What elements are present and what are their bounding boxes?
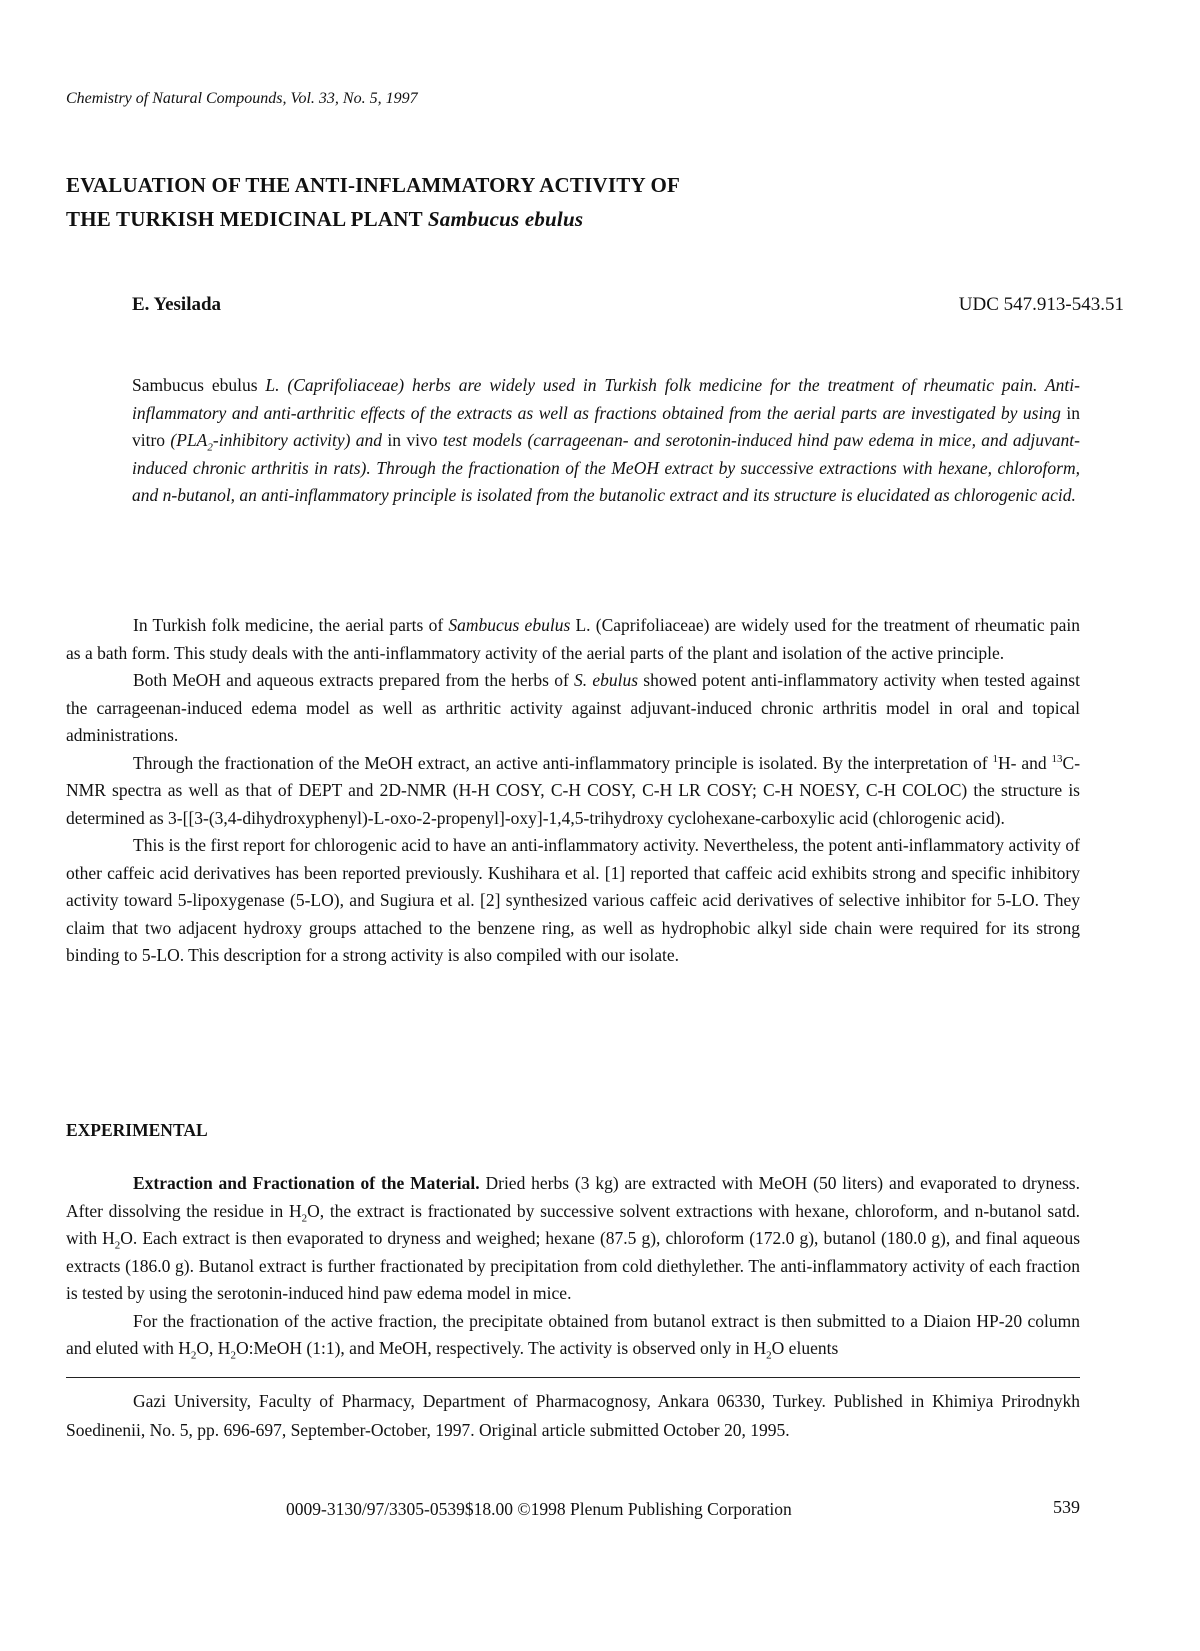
title-line-1: EVALUATION OF THE ANTI-INFLAMMATORY ACTIVITY OF [66, 173, 681, 197]
abstract-species: Sambucus ebulus [132, 375, 258, 395]
intro-p2-text-a: Both MeOH and aqueous extracts prepared from the herbs of [133, 670, 575, 690]
exp-p2-text-c: O:MeOH (1:1), and MeOH, respectively. The activity is observed only in H [235, 1338, 767, 1358]
title-species: Sambucus ebulus [427, 207, 584, 231]
intro-p3-sup-1: 1 [992, 752, 999, 765]
exp-p2-subscript-3: 2 [766, 1349, 772, 1362]
footnote-divider [66, 1377, 1080, 1378]
intro-p3-text-a: Through the fractionation of the MeOH extract, an active anti-inflammatory principle is isolated. By the interpretation of [133, 752, 993, 773]
intro-p1-species: Sambucus ebulus [448, 615, 571, 635]
experimental-paragraph-1 [66, 1170, 1080, 1308]
introduction [66, 612, 1080, 970]
author-name: E. Yesilada [132, 294, 222, 315]
experimental-section [66, 1170, 1080, 1363]
journal-citation: Chemistry of Natural Compounds, Vol. 33, No. 5, 1997 [66, 90, 418, 107]
exp-p1-subscript-2: 2 [114, 1239, 121, 1252]
intro-paragraph-4: This is the first report for chlorogenic acid to have an anti-inflammatory activity. Nevertheless, the potent anti-inflammatory activity of other caffeic acid derivatives has been reported previously. Kushihara et al. [1] reported that caffeic acid exhibits strong and specific inhibitory activity toward 5-lipoxygenase (5-LO), and Sugiura et al. [2] synthesized various caffeic acid derivatives of selective inhibitor for 5-LO. They claim that two adjacent hydroxy groups attached to the benzene ring, as well as hydrophobic alkyl side chain were required for its strong binding to 5-LO. This description for a strong activity is also compiled with our isolate. [66, 835, 1080, 965]
udc-code: UDC 547.913-543.51 [958, 294, 1124, 315]
intro-p2-text-b: showed potent anti-inflammatory activity when tested against the carrageenan-induced edema model as well as arthritic activity against adjuvant-induced chronic arthritis model in oral and topical administrations. [66, 670, 1080, 745]
title-line-2-prefix: THE TURKISH MEDICINAL PLANT [66, 207, 423, 231]
intro-p2-species: S. ebulus [574, 670, 639, 690]
intro-p1-text-b: L. (Caprifoliaceae) are widely used for the treatment of rheumatic pain as a bath form. This study deals with the anti-inflammatory activity of the aerial parts of the plant and isolation of the active principle. [66, 615, 1080, 663]
abstract [132, 372, 1080, 510]
exp-p1-text-c: O. Each extract is then evaporated to dryness and weighed; hexane (87.5 g), chloroform (172.0 g), butanol (180.0 g), and final aqueous extracts (186.0 g). Butanol extract is further fractionated by precipitation from cold diethylether. The anti-inflammatory activity of each fraction is tested by using the serotonin-induced hind paw edema model in mice. [66, 1228, 1081, 1303]
intro-p3-sup-13: 13 [1051, 752, 1063, 765]
exp-p2-subscript-1: 2 [190, 1349, 197, 1362]
intro-paragraph-2 [66, 667, 1080, 750]
intro-paragraph-1 [66, 612, 1080, 667]
abstract-pla-subscript: 2 [207, 441, 213, 454]
exp-p2-text-b: O, H [196, 1338, 231, 1358]
abstract-text-3: test models (carrageenan- and serotonin-induced hind paw edema in mice, and adjuvant-induced chronic arthritis in rats). Through the fractionation of the MeOH extract by successive extractions with hexane, chloroform, and n-butanol, an anti-inflammatory principle is isolated from the butanolic extract and its structure is elucidated as chlorogenic acid. [132, 430, 1080, 505]
section-heading-experimental: EXPERIMENTAL [66, 1120, 208, 1140]
intro-p1-text-a: In Turkish folk medicine, the aerial parts of [133, 615, 449, 635]
page-number: 539 [1053, 1497, 1080, 1517]
abstract-in-vitro: in vitro [132, 402, 1080, 450]
intro-p3-text-b: H- and [998, 752, 1052, 773]
footnote [66, 1387, 1080, 1445]
experimental-paragraph-2 [66, 1308, 1080, 1363]
exp-p1-text-b: O, the extract is fractionated by successive solvent extractions with hexane, chloroform, and n-butanol satd. with H [66, 1200, 1080, 1248]
copyright-line: 0009-3130/97/3305-0539$18.00 ©1998 Plenum Publishing Corporation [286, 1499, 792, 1519]
footnote-text: Gazi University, Faculty of Pharmacy, Department of Pharmacognosy, Ankara 06330, Turkey. Published in Khimiya Prirodnykh Soedinenii, No. 5, pp. 696-697, September-October, 1997. Original article submitted October 20, 1995. [66, 1391, 1080, 1440]
abstract-text-2b: -inhibitory activity) and [212, 430, 388, 450]
exp-p1-text-a: Dried herbs (3 kg) are extracted with MeOH (50 liters) and evaporated to dryness. After dissolving the residue in H [66, 1173, 1080, 1221]
exp-p2-text-a: For the fractionation of the active fraction, the precipitate obtained from butanol extract is then submitted to a Diaion HP-20 column and eluted with H [66, 1310, 1080, 1358]
abstract-text-1: L. (Caprifoliaceae) herbs are widely used in Turkish folk medicine for the treatment of rheumatic pain. Anti-inflammatory and anti-arthritic effects of the extracts as well as fractions obtained from the aerial parts are investigated by using [132, 375, 1080, 423]
abstract-text-2a: (PLA [165, 430, 208, 450]
intro-paragraph-3 [66, 750, 1080, 833]
intro-p3-text-c: C-NMR spectra as well as that of DEPT and 2D-NMR (H-H COSY, C-H COSY, C-H LR COSY; C-H NOESY, C-H COLOC) the structure is determined as 3-[[3-(3,4-dihydroxyphenyl)-L-oxo-2-propenyl]-oxy]-1,4,5-trihydroxy cyclohexane-carboxylic acid (chlorogenic acid). [66, 752, 1081, 828]
paper-title [66, 168, 680, 236]
abstract-in-vivo: in vivo [387, 430, 438, 450]
experimental-run-in-heading: Extraction and Fractionation of the Material. [133, 1173, 480, 1193]
title-line-2 [66, 202, 680, 236]
exp-p2-text-d: O eluents [771, 1338, 839, 1358]
exp-p2-subscript-2: 2 [230, 1349, 236, 1362]
exp-p1-subscript-1: 2 [301, 1212, 308, 1224]
